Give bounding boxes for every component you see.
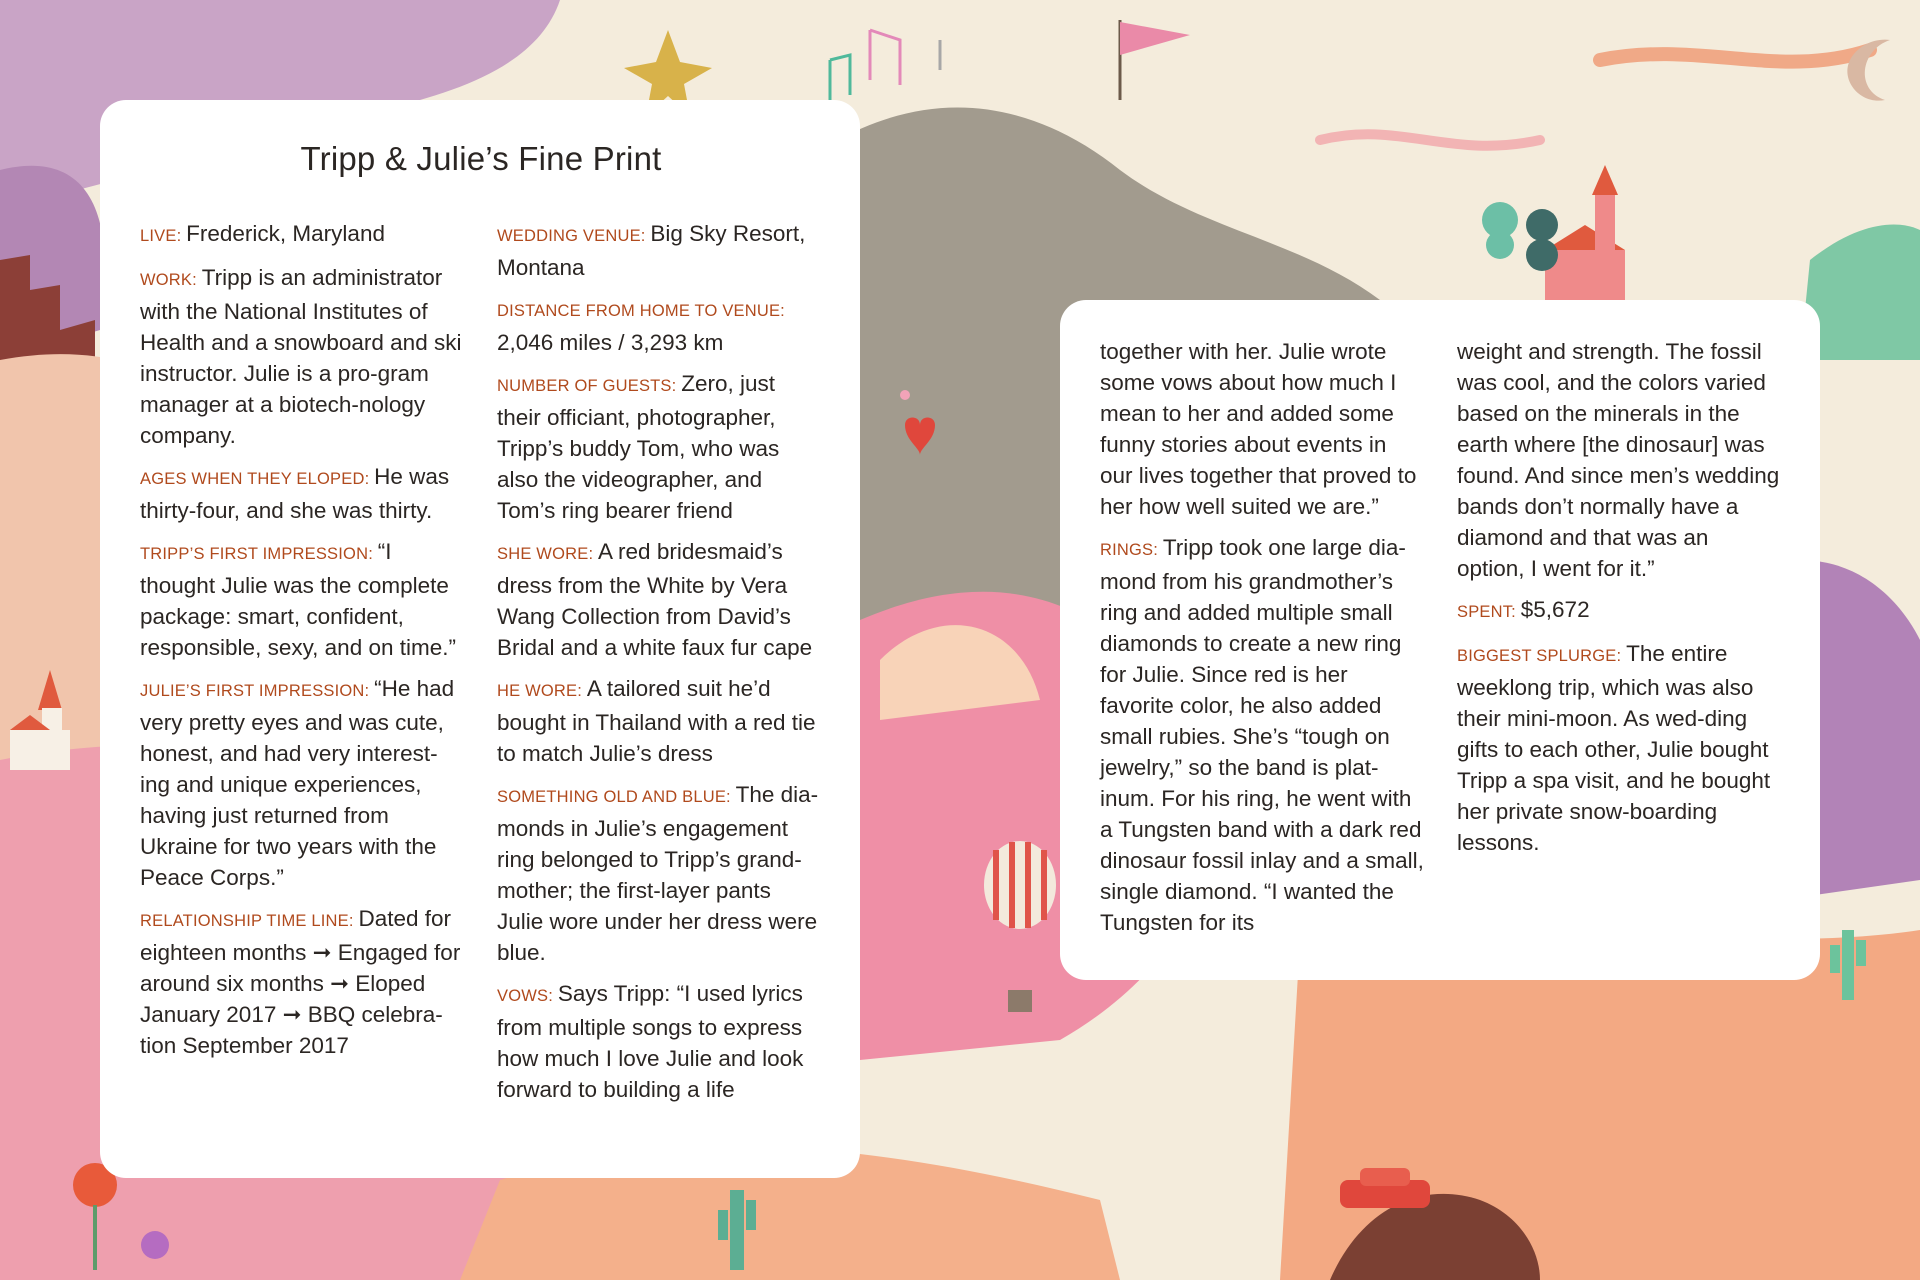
entry-text: weight and strength. The fossil was cool, and the colors varied based on the minerals in the earth where [the dinosaur] was found. And since men’s wedding bands don’t normally have a diamond and that was an option, I went for it.” [1457,339,1780,581]
card-title: Tripp & Julie’s Fine Print [300,140,662,177]
entry-text: $5,672 [1520,597,1590,622]
left-card-column-1 [140,218,465,1115]
entry-label: LIVE: [140,227,182,245]
right-card-column-1 [1100,336,1425,948]
entry-label: SHE WORE: [497,545,594,563]
entry-work [140,262,465,451]
entry-tripp-impression [140,536,465,663]
entry-label: NUMBER OF GUESTS: [497,377,677,395]
entry-julie-impression [140,673,465,893]
entry-text: Tripp took one large dia-mond from his grandmother’s ring and added multiple small diamonds to create a new ring for Julie. Since red is her favorite color, he also added small rubies. She’s “tough on jewelry,” so the band is plat-inum. For his ring, he went with a Tungsten band with a dark red dinosaur fossil inlay and a small, single diamond. “I wanted the Tungsten for its [1100,535,1424,935]
entry-rings-continued [1457,336,1782,584]
right-card-column-2 [1457,336,1782,948]
entry-text: The dia-monds in Julie’s engagement ring belonged to Tripp’s grand-mother; the first-layer pants Julie wore under her dress were blue. [497,782,819,965]
entry-time-line [140,903,465,1061]
entry-vows-continued [1100,336,1425,522]
entry-text: together with her. Julie wrote some vows about how much I mean to her and added some funny stories about events in our lives together that proved to her how well suited we are.” [1100,339,1417,519]
entry-label: RELATIONSHIP TIME LINE: [140,912,354,930]
entry-text: Zero, just their officiant, photographer, Tripp’s buddy Tom, who was also the videographer, and Tom’s ring bearer friend [497,371,780,523]
entry-old-and-blue [497,779,822,968]
entry-text: Frederick, Maryland [186,221,385,246]
fine-print-card-right [1060,300,1820,980]
entry-text: Says Tripp: “I used lyrics from multiple songs to express how much I love Julie and look forward to building a life [497,981,804,1102]
entry-label: WEDDING VENUE: [497,227,646,245]
entry-label: SPENT: [1457,603,1516,621]
entry-ages [140,461,465,526]
entry-label: DISTANCE FROM HOME TO VENUE: [497,302,785,320]
entry-label: JULIE’S FIRST IMPRESSION: [140,682,370,700]
entry-label: WORK: [140,271,197,289]
entry-text: 2,046 miles / 3,293 km [497,330,724,355]
entry-text: Big Sky Resort, Montana [497,221,806,280]
entry-biggest-splurge [1457,638,1782,858]
entry-text: A tailored suit he’d bought in Thailand with a red tie to match Julie’s dress [497,676,816,766]
entry-text: Dated for eighteen months ➞ Engaged for around six months ➞ Eloped January 2017 ➞ BBQ celebra-tion September 2017 [140,906,461,1058]
entry-vows [497,978,822,1105]
entry-he-wore [497,673,822,769]
entry-text: “I thought Julie was the complete package: smart, confident, responsible, sexy, and on time.” [140,539,456,660]
entry-label: RINGS: [1100,541,1159,559]
entry-text: A red bridesmaid’s dress from the White by Vera Wang Collection from David’s Bridal and a white faux fur cape [497,539,813,660]
entry-text: He was thirty-four, and she was thirty. [140,464,450,523]
entry-spent [1457,594,1782,628]
fine-print-card-left [100,100,860,1178]
entry-rings [1100,532,1425,938]
left-card-column-2 [497,218,822,1115]
entry-text: “He had very pretty eyes and was cute, honest, and had very interest-ing and unique experiences, having just returned from Ukraine for two years with the Peace Corps.” [140,676,455,890]
entry-label: AGES WHEN THEY ELOPED: [140,470,370,488]
entry-distance [497,293,822,358]
entry-she-wore [497,536,822,663]
entry-label: BIGGEST SPLURGE: [1457,647,1622,665]
entry-label: VOWS: [497,987,554,1005]
entry-label: SOMETHING OLD AND BLUE: [497,788,731,806]
entry-guests [497,368,822,526]
entry-text: Tripp is an administrator with the National Institutes of Health and a snowboard and ski instructor. Julie is a pro-gram manager at a biotech-nology company. [140,265,462,448]
entry-venue [497,218,822,283]
entry-live [140,218,465,252]
entry-text: The entire weeklong trip, which was also their mini-moon. As wed-ding gifts to each other, Julie bought Tripp a spa visit, and he bought her private snow-boarding lessons. [1457,641,1771,855]
entry-label: HE WORE: [497,682,583,700]
entry-label: TRIPP’S FIRST IMPRESSION: [140,545,373,563]
